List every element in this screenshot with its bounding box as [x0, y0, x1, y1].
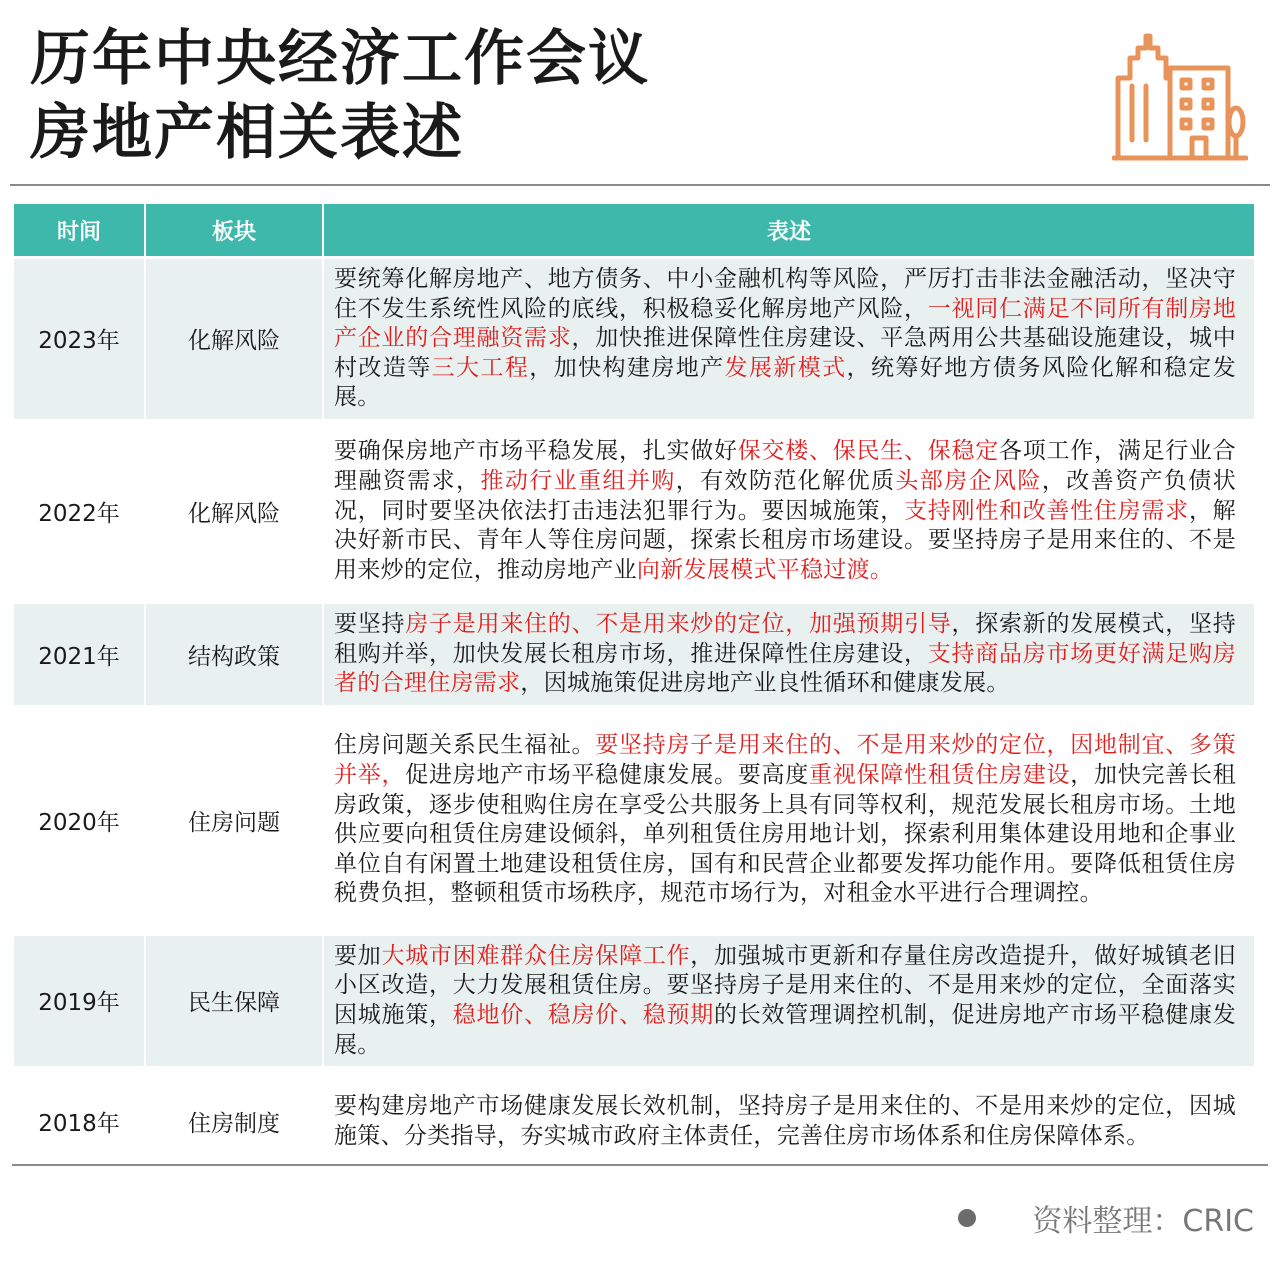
row-year: 2020年	[14, 705, 146, 933]
row-block: 住房问题	[146, 705, 324, 933]
city-buildings-icon	[1112, 30, 1248, 162]
highlight-text: 三大工程	[431, 354, 530, 381]
statement-text: ，加快推进保障性住房建设、平急两用公共基础设施建设，城中村改造等	[334, 325, 1237, 381]
statement-text: 促进房地产市场平稳健康发展。要高度	[405, 762, 809, 789]
statement-text: 的长效管理调控机制，促进房地产市场平稳健康发展。	[334, 1001, 1236, 1058]
statement-text: ，有效防范化解优质	[675, 468, 896, 495]
statement-text: ，解决好新市民、青年人等住房问题，探索长租房市场建设。要坚持房子是用来住的、不是用来炒的定位，推动房地产业	[334, 497, 1236, 583]
page-title	[30, 22, 650, 170]
row-statement	[324, 933, 1254, 1066]
footer-divider	[12, 1164, 1268, 1166]
row-statement	[324, 1066, 1254, 1174]
highlight-text: 稳地价、稳房价、稳预期	[452, 1001, 714, 1028]
row-block: 结构政策	[146, 601, 324, 705]
table-header-row	[14, 204, 1254, 256]
row-statement	[324, 256, 1254, 419]
statement-text: ，加快完善长租房政策，逐步使租购住房在享受公共服务上具有同等权利，规范发展长租房市场。土地供应要向租赁住房建设倾斜，单列租赁住房用地计划，探索利用集体建设用地和企事业单位自有闲置土地建设租赁住房，国有和民营企业都要发挥功能作用。要降低租赁住房税费负担，整顿租赁市场秩序，规范市场行为，对租金水平进行合理调控。	[334, 762, 1236, 907]
table-row	[14, 601, 1254, 705]
row-statement	[324, 601, 1254, 705]
statement-text: 要统筹化解房地产、地方债务、中小金融机构等风险，严厉打击非法金融活动，坚决守住不发生系统性风险的底线，积极稳妥化解房地产风险，	[334, 266, 1236, 322]
table-row	[14, 933, 1254, 1066]
bullet-dot-icon	[958, 1209, 976, 1227]
highlight-text: 房子是用来住的、不是用来炒的定位，加强预期引导	[405, 610, 952, 637]
header-statement: 表述	[324, 204, 1254, 256]
statement-text: 各项工作，满足行业合理融资需求，	[334, 438, 1236, 495]
statement-text: 要确保房地产市场平稳发展，扎实做好	[334, 438, 738, 465]
statements-table	[14, 204, 1254, 1174]
row-statement	[324, 705, 1254, 933]
statement-text: 要坚持	[334, 610, 406, 637]
highlight-text: 发展新模式	[724, 354, 847, 381]
statement-text: ，改善资产负债状况，同时要坚决依法打击违法犯罪行为。要因城施策，	[334, 468, 1236, 524]
statement-text: ，加强城市更新和存量住房改造提升，做好城镇老旧小区改造，大力发展租赁住房。要坚持房子是用来住的、不是用来炒的定位，全面落实因城施策，	[334, 942, 1236, 1028]
table-row	[14, 705, 1254, 933]
row-year: 2018年	[14, 1066, 146, 1174]
highlight-text: 大城市困难群众住房保障工作	[381, 942, 691, 969]
title-line-1: 历年中央经济工作会议	[30, 24, 650, 94]
table-row	[14, 419, 1254, 601]
highlight-text: 要坚持房子是用来住的、不是用来炒的定位，因地制宜、多策并举，	[334, 732, 1236, 789]
header-block: 板块	[146, 204, 324, 256]
table-row	[14, 1066, 1254, 1174]
title-line-2: 房地产相关表述	[30, 98, 464, 168]
table-row	[14, 256, 1254, 419]
row-block: 化解风险	[146, 256, 324, 419]
highlight-text: 推动行业重组并购	[480, 468, 676, 495]
statement-text: ，统筹好地方债务风险化解和稳定发展。	[334, 354, 1237, 411]
source-text: 资料整理：CRIC	[1032, 1204, 1254, 1239]
statement-text: 要加	[334, 942, 382, 969]
highlight-text: 保交楼、保民生、保稳定	[737, 438, 999, 465]
title-divider	[10, 184, 1270, 186]
highlight-text: 一视同仁满足不同所有制房地产企业的合理融资需求	[334, 295, 1237, 352]
highlight-text: 支持商品房市场更好满足购房者的合理住房需求	[334, 640, 1237, 697]
row-block: 住房制度	[146, 1066, 324, 1174]
row-year: 2023年	[14, 256, 146, 419]
statement-text: ，探索新的发展模式，坚持租购并举，加快发展长租房市场，推进保障性住房建设，	[334, 610, 1236, 667]
statement-text: 住房问题关系民生福祉。	[334, 732, 596, 759]
row-statement	[324, 419, 1254, 601]
source-note	[958, 1196, 1254, 1240]
statement-text: ，因城施策促进房地产业良性循环和健康发展。	[520, 670, 1010, 697]
statement-text: ，加快构建房地产	[529, 354, 725, 381]
row-year: 2019年	[14, 933, 146, 1066]
header-time: 时间	[14, 204, 146, 256]
statement-text: 要构建房地产市场健康发展长效机制，坚持房子是用来住的、不是用来炒的定位，因城施策、分类指导，夯实城市政府主体责任，完善住房市场体系和住房保障体系。	[334, 1093, 1236, 1149]
row-block: 化解风险	[146, 419, 324, 601]
highlight-text: 重视保障性租赁住房建设	[808, 762, 1071, 789]
row-year: 2022年	[14, 419, 146, 601]
row-year: 2021年	[14, 601, 146, 705]
highlight-text: 向新发展模式平稳过渡。	[636, 556, 894, 583]
row-block: 民生保障	[146, 933, 324, 1066]
highlight-text: 支持刚性和改善性住房需求	[903, 497, 1189, 524]
highlight-text: 头部房企风险	[895, 468, 1042, 495]
